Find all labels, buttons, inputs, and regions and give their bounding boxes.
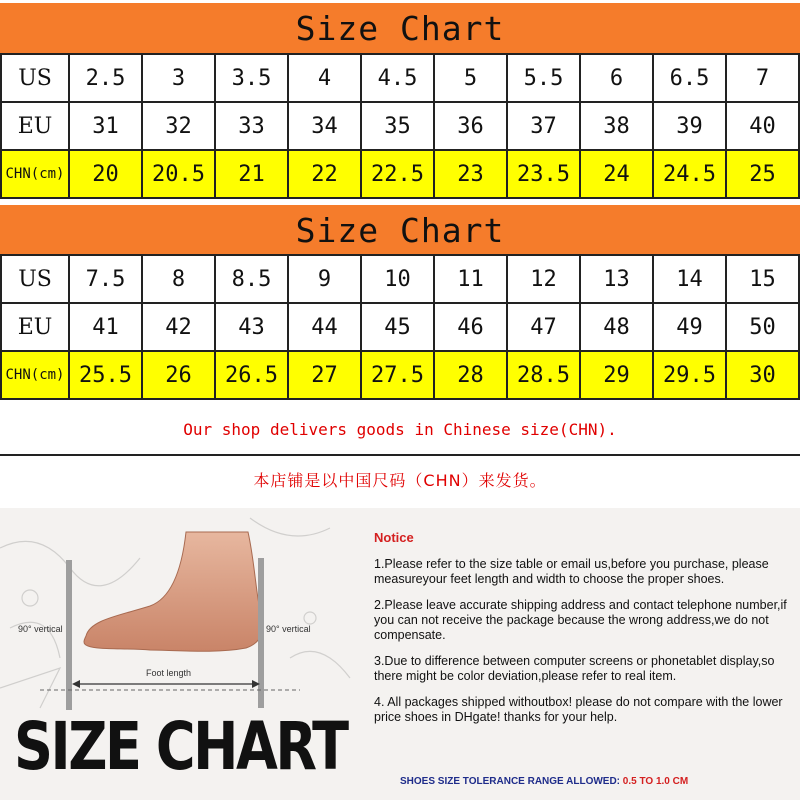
eu-size-cell: 47 xyxy=(507,303,580,351)
chn-size-cell: 26 xyxy=(142,351,215,399)
notice-item: 4. All packages shipped withoutbox! please do not compare with the lower price shoes in DHgate! thanks for your help. xyxy=(374,695,783,724)
chn-size-cell: 29.5 xyxy=(653,351,726,399)
us-size-cell: 5 xyxy=(434,54,507,102)
us-size-cell: 3.5 xyxy=(215,54,288,102)
chn-size-cell: 27 xyxy=(288,351,361,399)
row-label-us: US xyxy=(1,255,69,303)
us-size-cell: 5.5 xyxy=(507,54,580,102)
us-size-cell: 2.5 xyxy=(69,54,142,102)
us-size-cell: 7 xyxy=(726,54,799,102)
us-size-cell: 6 xyxy=(580,54,653,102)
left-measure-board xyxy=(66,560,72,710)
size-table-2 xyxy=(0,254,800,400)
chn-size-cell: 21 xyxy=(215,150,288,198)
us-size-cell: 11 xyxy=(434,255,507,303)
row-label-chn: CHN(cm) xyxy=(1,351,69,399)
chn-size-cell: 20 xyxy=(69,150,142,198)
eu-size-cell: 39 xyxy=(653,102,726,150)
us-size-cell: 6.5 xyxy=(653,54,726,102)
us-size-cell: 7.5 xyxy=(69,255,142,303)
us-row xyxy=(1,255,799,303)
eu-size-cell: 32 xyxy=(142,102,215,150)
us-size-cell: 12 xyxy=(507,255,580,303)
arrow-head-left xyxy=(72,680,80,688)
size-table-1 xyxy=(0,53,800,199)
notice-heading: Notice xyxy=(374,530,414,545)
eu-size-cell: 41 xyxy=(69,303,142,351)
eu-size-cell: 48 xyxy=(580,303,653,351)
eu-row xyxy=(1,102,799,150)
tolerance-label: SHOES SIZE TOLERANCE RANGE ALLOWED: xyxy=(400,776,621,787)
notice-panel xyxy=(374,530,796,736)
eu-size-cell: 44 xyxy=(288,303,361,351)
us-size-cell: 14 xyxy=(653,255,726,303)
eu-size-cell: 45 xyxy=(361,303,434,351)
us-size-cell: 9 xyxy=(288,255,361,303)
chn-size-cell: 26.5 xyxy=(215,351,288,399)
chn-size-cell: 22 xyxy=(288,150,361,198)
measurement-guide xyxy=(0,508,800,800)
chn-size-cell: 29 xyxy=(580,351,653,399)
chn-row xyxy=(1,351,799,399)
us-size-cell: 8 xyxy=(142,255,215,303)
chn-size-cell: 23.5 xyxy=(507,150,580,198)
eu-size-cell: 33 xyxy=(215,102,288,150)
eu-size-cell: 37 xyxy=(507,102,580,150)
row-label-eu: EU xyxy=(1,303,69,351)
chn-size-cell: 28.5 xyxy=(507,351,580,399)
us-size-cell: 13 xyxy=(580,255,653,303)
shop-note-english: Our shop delivers goods in Chinese size(CHN). xyxy=(0,404,800,456)
foot-length-label: Foot length xyxy=(146,668,192,678)
us-size-cell: 4.5 xyxy=(361,54,434,102)
chn-size-cell: 28 xyxy=(434,351,507,399)
notice-item: 3.Due to difference between computer screens or phonetablet display,so there might be color deviation,please refer to real item. xyxy=(374,654,775,683)
right-measure-board xyxy=(258,558,264,708)
eu-size-cell: 50 xyxy=(726,303,799,351)
foot-measurement-illustration xyxy=(0,508,365,800)
chn-row xyxy=(1,150,799,198)
shop-note-chinese: 本店铺是以中国尺码（CHN）来发货。 xyxy=(253,470,547,490)
us-size-cell: 10 xyxy=(361,255,434,303)
chn-size-cell: 27.5 xyxy=(361,351,434,399)
eu-size-cell: 49 xyxy=(653,303,726,351)
foot-shape xyxy=(84,532,263,651)
us-size-cell: 8.5 xyxy=(215,255,288,303)
us-row xyxy=(1,54,799,102)
chn-size-cell: 23 xyxy=(434,150,507,198)
eu-size-cell: 31 xyxy=(69,102,142,150)
tolerance-range: 0.5 TO 1.0 CM xyxy=(622,776,689,787)
chn-size-cell: 22.5 xyxy=(361,150,434,198)
chn-size-cell: 30 xyxy=(726,351,799,399)
eu-size-cell: 43 xyxy=(215,303,288,351)
eu-size-cell: 40 xyxy=(726,102,799,150)
chn-size-cell: 25 xyxy=(726,150,799,198)
right-vertical-label: 90° vertical xyxy=(266,624,311,634)
chn-size-cell: 24.5 xyxy=(653,150,726,198)
eu-row xyxy=(1,303,799,351)
chn-size-cell: 24 xyxy=(580,150,653,198)
eu-size-cell: 34 xyxy=(288,102,361,150)
size-tolerance-line xyxy=(400,776,688,787)
us-size-cell: 15 xyxy=(726,255,799,303)
row-label-eu: EU xyxy=(1,102,69,150)
eu-size-cell: 46 xyxy=(434,303,507,351)
row-label-us: US xyxy=(1,54,69,102)
eu-size-cell: 42 xyxy=(142,303,215,351)
notice-item: 1.Please refer to the size table or email us,before you purchase, please measureyour feet length and width to choose the proper shoes. xyxy=(374,557,769,586)
left-vertical-label: 90° vertical xyxy=(18,624,63,634)
eu-size-cell: 35 xyxy=(361,102,434,150)
size-chart-title-1: Size Chart xyxy=(0,3,800,53)
eu-size-cell: 36 xyxy=(434,102,507,150)
row-label-chn: CHN(cm) xyxy=(1,150,69,198)
us-size-cell: 3 xyxy=(142,54,215,102)
us-size-cell: 4 xyxy=(288,54,361,102)
eu-size-cell: 38 xyxy=(580,102,653,150)
notice-item: 2.Please leave accurate shipping address and contact telephone number,if you can not receive the package because the wrong address,we do not compensate. xyxy=(374,598,787,642)
size-chart-title-2: Size Chart xyxy=(0,205,800,255)
chn-size-cell: 20.5 xyxy=(142,150,215,198)
chn-size-cell: 25.5 xyxy=(69,351,142,399)
size-chart-big-title: SIZE CHART xyxy=(14,708,347,785)
